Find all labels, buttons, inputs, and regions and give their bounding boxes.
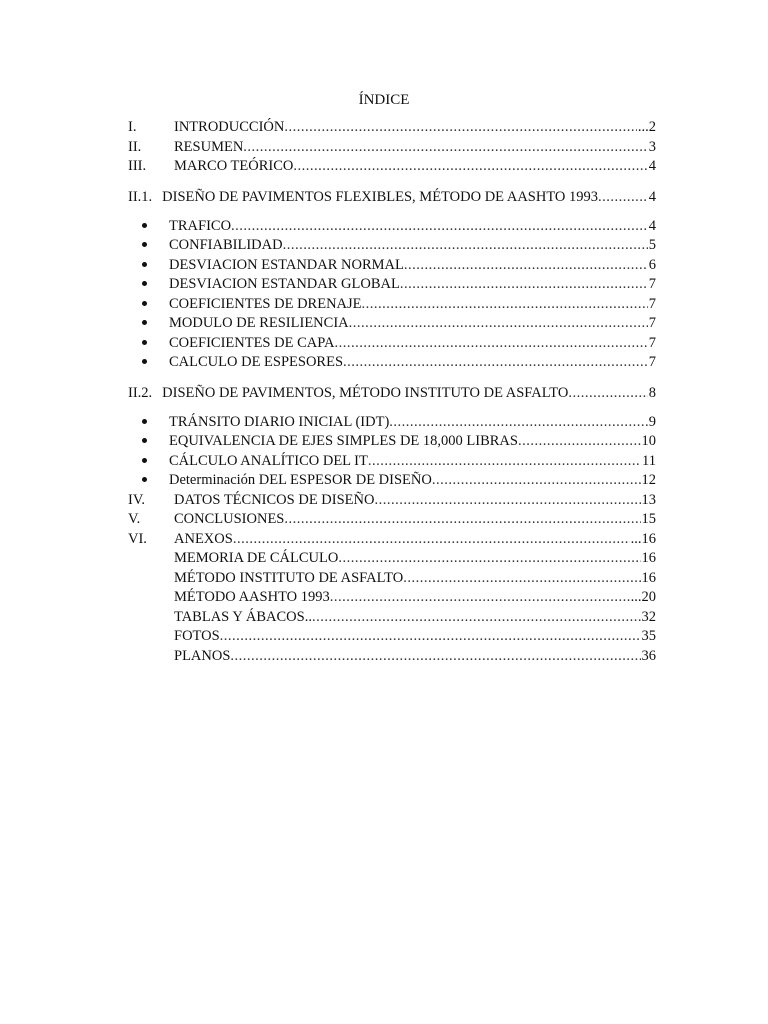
toc-bullet-label: TRAFICO bbox=[169, 217, 232, 234]
toc-bullet-item bbox=[128, 471, 656, 491]
dot-leader bbox=[568, 383, 647, 403]
toc-annex-label: FOTOS bbox=[174, 628, 220, 644]
dot-leader bbox=[231, 217, 648, 237]
dot-leader bbox=[343, 353, 648, 373]
toc-annex-page: 36 bbox=[641, 647, 656, 664]
bullet-icon bbox=[128, 236, 169, 256]
toc-entry-page: ...2 bbox=[637, 119, 656, 135]
toc-bullet-page: 5 bbox=[648, 237, 656, 253]
bullet-icon bbox=[128, 432, 169, 452]
toc-annex-label: MÉTODO AASHTO 1993 bbox=[174, 589, 330, 605]
toc-bullet-page: 12 bbox=[641, 472, 656, 488]
toc-bullet-item bbox=[128, 334, 656, 354]
toc-bullet-label: DESVIACION ESTANDAR NORMAL bbox=[169, 256, 404, 273]
toc-entry-page: 15 bbox=[641, 511, 656, 527]
toc-entry-number: III. bbox=[128, 158, 147, 174]
toc-entry-datos-tecnicos bbox=[128, 491, 656, 511]
toc-annex-item bbox=[128, 608, 656, 628]
dot-leader bbox=[368, 452, 641, 472]
toc-bullet-page: 7 bbox=[648, 334, 656, 351]
toc-entry-number: IV. bbox=[128, 491, 146, 508]
index-title: ÍNDICE bbox=[358, 92, 410, 108]
toc-bullet-page: 9 bbox=[648, 413, 656, 430]
toc-bullet-label: CALCULO DE ESPESORES bbox=[169, 354, 344, 370]
toc-entry-label: MARCO TEÓRICO bbox=[174, 158, 294, 174]
toc-bullet-label: EQUIVALENCIA DE EJES SIMPLES DE 18,000 LIBRAS bbox=[169, 433, 518, 449]
toc-bullet-page: 7 bbox=[648, 295, 656, 312]
toc-bullet-label: DESVIACION ESTANDAR GLOBAL bbox=[169, 276, 400, 292]
toc-bullet-item bbox=[128, 217, 656, 237]
toc-bullet-item bbox=[128, 432, 656, 452]
toc-annex-page: 16 bbox=[641, 569, 656, 586]
dot-leader bbox=[230, 647, 640, 667]
toc-section-ii-2 bbox=[128, 383, 656, 403]
toc-entry-number: II. bbox=[128, 138, 142, 155]
bullet-icon bbox=[128, 295, 169, 315]
toc-entry-marco-teorico bbox=[128, 157, 656, 177]
toc-section-ii-1 bbox=[128, 187, 656, 207]
bullet-icon bbox=[128, 314, 169, 334]
bullet-icon bbox=[128, 471, 169, 491]
toc-annex-item bbox=[128, 588, 656, 608]
toc-section-number: II.1. bbox=[128, 188, 153, 205]
toc-annex-item bbox=[128, 569, 656, 589]
toc-bullet-label: MODULO DE RESILIENCIA bbox=[169, 315, 349, 331]
toc-bullet-label: CÁLCULO ANALÍTICO DEL IT bbox=[169, 452, 368, 469]
toc-bullet-label: Determinación DEL ESPESOR DE DISEÑO bbox=[169, 472, 432, 488]
toc-bullet-item bbox=[128, 413, 656, 433]
toc-bullet-label: COEFICIENTES DE CAPA bbox=[169, 334, 335, 351]
toc-entry-anexos bbox=[128, 530, 656, 550]
toc-annex-label: TABLAS Y ÁBACOS.. bbox=[174, 608, 312, 625]
toc-section-page: 4 bbox=[648, 188, 656, 205]
dot-leader bbox=[374, 491, 640, 511]
toc-annex-label: PLANOS bbox=[174, 647, 231, 664]
toc-bullet-item bbox=[128, 295, 656, 315]
dot-leader bbox=[362, 295, 648, 315]
dot-leader bbox=[404, 256, 648, 276]
toc-section-number: II.2. bbox=[128, 384, 153, 401]
toc-section-page: 8 bbox=[648, 384, 656, 401]
toc-bullet-page: 7 bbox=[648, 276, 656, 292]
bullet-icon bbox=[128, 217, 169, 237]
toc-section-label: DISEÑO DE PAVIMENTOS, MÉTODO INSTITUTO DE ASFALTO bbox=[162, 384, 569, 401]
dot-leader bbox=[518, 432, 641, 452]
dot-leader bbox=[338, 549, 640, 569]
toc-entry-page: 4 bbox=[648, 158, 656, 174]
toc-bullet-label: CONFIABILIDAD bbox=[169, 237, 283, 253]
bullet-icon bbox=[128, 275, 169, 295]
dot-leader bbox=[349, 314, 648, 334]
toc-annex-item bbox=[128, 647, 656, 667]
toc-entry-page: 13 bbox=[641, 491, 656, 508]
toc-annex-label: MEMORIA DE CÁLCULO bbox=[174, 550, 339, 566]
toc-annex-page: ...20 bbox=[630, 589, 656, 605]
toc-bullet-item bbox=[128, 314, 656, 334]
toc-entry-number: V. bbox=[128, 511, 141, 527]
toc-entry-label: ANEXOS bbox=[174, 530, 233, 547]
toc-entry-label: CONCLUSIONES bbox=[174, 511, 285, 527]
toc-entry-label: RESUMEN bbox=[174, 138, 244, 155]
toc-annex-page: 35 bbox=[641, 628, 656, 644]
bullet-icon bbox=[128, 353, 169, 373]
dot-leader bbox=[220, 627, 641, 647]
toc-entry-number: VI. bbox=[128, 530, 147, 547]
dot-leader bbox=[330, 588, 630, 608]
toc-entry-introduccion bbox=[128, 118, 656, 138]
bullet-icon bbox=[128, 413, 169, 433]
toc-bullet-page: 6 bbox=[648, 256, 656, 273]
dot-leader bbox=[400, 275, 648, 295]
toc-bullet-page: 4 bbox=[648, 217, 656, 234]
toc-bullet-item bbox=[128, 452, 656, 472]
toc-entry-conclusiones bbox=[128, 510, 656, 530]
toc-entry-label: INTRODUCCIÓN bbox=[174, 119, 285, 135]
toc-annex-item bbox=[128, 549, 656, 569]
dot-leader bbox=[598, 187, 648, 207]
toc-annex-page: 32 bbox=[641, 608, 656, 625]
dot-leader bbox=[403, 569, 640, 589]
toc-bullet-page: 7 bbox=[648, 315, 656, 331]
toc-entry-page: 3 bbox=[648, 138, 656, 155]
toc-entry-number: I. bbox=[128, 119, 137, 135]
toc-annex-page: 16 bbox=[641, 550, 656, 566]
toc-annex-item bbox=[128, 627, 656, 647]
dot-leader bbox=[312, 608, 641, 628]
dot-leader bbox=[293, 157, 647, 177]
dot-leader bbox=[284, 510, 640, 530]
toc-bullet-item bbox=[128, 256, 656, 276]
toc-bullet-item bbox=[128, 236, 656, 256]
bullet-icon bbox=[128, 334, 169, 354]
toc-bullet-page: 10 bbox=[641, 433, 656, 449]
dot-leader bbox=[283, 236, 648, 256]
toc-entry-page: ...16 bbox=[630, 530, 656, 547]
toc-bullet-page: 7 bbox=[648, 354, 656, 370]
toc-bullet-item bbox=[128, 353, 656, 373]
toc-bullet-label: TRÁNSITO DIARIO INICIAL (IDT) bbox=[169, 413, 390, 430]
toc-bullet-item bbox=[128, 275, 656, 295]
dot-leader bbox=[432, 471, 641, 491]
dot-leader bbox=[233, 530, 630, 550]
bullet-icon bbox=[128, 452, 169, 472]
toc-entry-resumen bbox=[128, 138, 656, 158]
toc-bullet-page: 11 bbox=[642, 452, 656, 469]
table-of-contents bbox=[128, 118, 656, 666]
dot-leader bbox=[284, 118, 637, 138]
dot-leader bbox=[243, 138, 647, 158]
toc-entry-label: DATOS TÉCNICOS DE DISEÑO bbox=[174, 491, 375, 508]
toc-annex-label: MÉTODO INSTITUTO DE ASFALTO bbox=[174, 569, 404, 586]
dot-leader bbox=[334, 334, 647, 354]
bullet-icon bbox=[128, 256, 169, 276]
toc-section-label: DISEÑO DE PAVIMENTOS FLEXIBLES, MÉTODO DE AASHTO 1993 bbox=[162, 188, 599, 205]
toc-bullet-label: COEFICIENTES DE DRENAJE bbox=[169, 295, 362, 312]
dot-leader bbox=[389, 413, 647, 433]
